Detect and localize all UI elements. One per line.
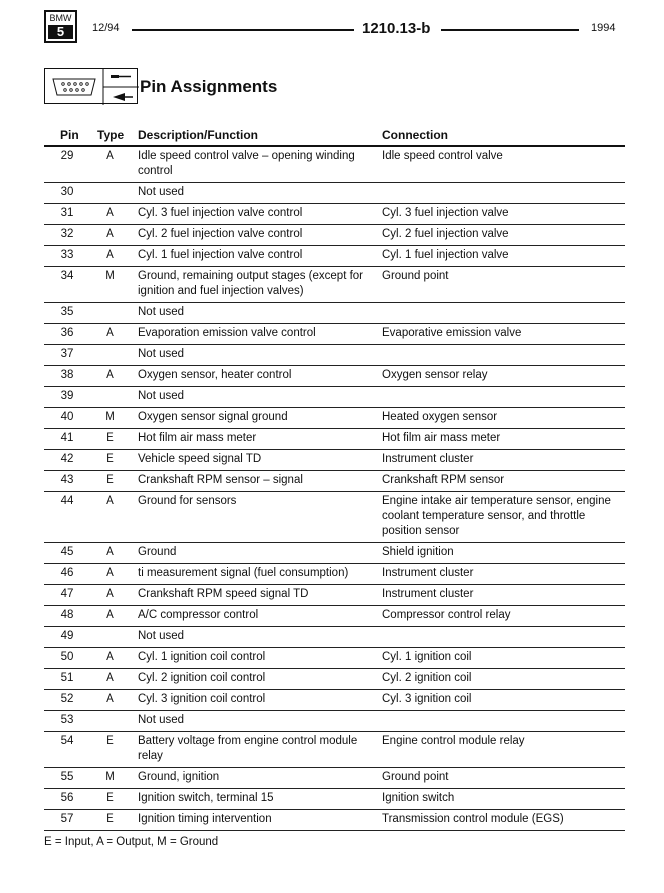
description-cell: Ignition switch, terminal 15 [138, 792, 274, 804]
connection-cell: Compressor control relay [382, 609, 511, 621]
table-row [44, 429, 625, 450]
connection-cell: Cyl. 3 ignition coil [382, 693, 472, 705]
pin-cell: 55 [60, 771, 74, 783]
column-header-description: Description/Function [138, 128, 258, 142]
description-cell: Cyl. 2 ignition coil control [138, 672, 266, 684]
page-header [44, 10, 624, 50]
connection-cell: Heated oxygen sensor [382, 411, 498, 423]
type-cell: A [106, 693, 114, 705]
pin-cell: 50 [60, 651, 74, 663]
pin-cell: 57 [60, 813, 74, 825]
type-cell: E [106, 432, 114, 444]
pin-cell: 35 [60, 306, 74, 318]
type-cell: A [106, 546, 114, 558]
description-cell: Oxygen sensor signal ground [138, 411, 288, 423]
pin-cell: 51 [60, 672, 74, 684]
type-cell: A [106, 567, 114, 579]
description-cell: A/C compressor control [138, 609, 259, 621]
header-rule-right [441, 29, 579, 31]
connection-cell: Shield ignition [382, 546, 454, 558]
pin-cell: 42 [60, 453, 74, 465]
table-row [44, 345, 625, 366]
description-cell: Crankshaft RPM sensor – signal [138, 474, 303, 486]
table-row [44, 768, 625, 789]
connection-cell: Crankshaft RPM sensor [382, 474, 505, 486]
table-row [44, 366, 625, 387]
pin-cell: 48 [60, 609, 74, 621]
type-cell: A [106, 495, 114, 507]
table-row [44, 471, 625, 492]
pin-cell: 29 [60, 150, 74, 162]
type-cell: M [105, 411, 115, 423]
description-cell: ti measurement signal (fuel consumption) [138, 567, 349, 579]
header-year: 1994 [591, 22, 616, 34]
section-title: Pin Assignments [140, 77, 278, 96]
description-cell: Evaporation emission valve control [138, 327, 316, 339]
description-cell: Cyl. 2 fuel injection valve control [138, 228, 303, 240]
connection-cell: Engine control module relay [382, 735, 525, 747]
table-row [44, 408, 625, 429]
connection-cell: Cyl. 1 fuel injection valve [382, 249, 509, 261]
type-cell: A [106, 369, 114, 381]
type-cell: E [106, 813, 114, 825]
table-row [44, 387, 625, 408]
description-cell: Cyl. 1 fuel injection valve control [138, 249, 303, 261]
pin-cell: 44 [60, 495, 74, 507]
type-cell: A [106, 588, 114, 600]
connection-cell: Ignition switch [382, 792, 455, 804]
type-cell: A [106, 609, 114, 621]
type-cell: A [106, 207, 114, 219]
pin-cell: 45 [60, 546, 74, 558]
description-cell: Ground for sensors [138, 495, 237, 507]
table-row [44, 711, 625, 732]
bmw-5-logo [44, 10, 77, 43]
connection-cell: Transmission control module (EGS) [382, 813, 564, 825]
column-header-type: Type [97, 128, 125, 142]
type-cell: A [106, 651, 114, 663]
table-row [44, 147, 625, 183]
description-cell: Hot film air mass meter [138, 432, 257, 444]
connection-cell: Cyl. 2 ignition coil [382, 672, 472, 684]
description-cell: Oxygen sensor, heater control [138, 369, 292, 381]
connection-cell: Idle speed control valve [382, 150, 503, 162]
connection-cell: Cyl. 1 ignition coil [382, 651, 472, 663]
table-header [44, 128, 625, 147]
connection-cell: Engine intake air temperature sensor, engine coolant temperature sensor, and throttle position sensor [382, 495, 611, 537]
table-row [44, 690, 625, 711]
type-cell: E [106, 453, 114, 465]
table-row [44, 585, 625, 606]
type-cell: A [106, 150, 114, 162]
pin-cell: 37 [60, 348, 74, 360]
connection-cell: Evaporative emission valve [382, 327, 522, 339]
column-header-connection: Connection [382, 128, 448, 142]
type-cell: M [105, 270, 115, 282]
connection-cell: Ground point [382, 771, 449, 783]
description-cell: Cyl. 1 ignition coil control [138, 651, 266, 663]
pin-cell: 31 [60, 207, 74, 219]
table-body [44, 147, 625, 831]
description-cell: Battery voltage from engine control module relay [138, 735, 358, 762]
connection-cell: Cyl. 2 fuel injection valve [382, 228, 509, 240]
pin-cell: 32 [60, 228, 74, 240]
pin-cell: 43 [60, 474, 74, 486]
pin-cell: 41 [60, 432, 74, 444]
table-row [44, 543, 625, 564]
description-cell: Ground [138, 546, 177, 558]
table-row [44, 225, 625, 246]
type-cell: M [105, 771, 115, 783]
type-cell: E [106, 735, 114, 747]
type-cell: E [106, 474, 114, 486]
type-cell: E [106, 792, 114, 804]
connection-cell: Oxygen sensor relay [382, 369, 488, 381]
table-row [44, 564, 625, 585]
pin-cell: 49 [60, 630, 74, 642]
description-cell: Cyl. 3 fuel injection valve control [138, 207, 303, 219]
connection-cell: Hot film air mass meter [382, 432, 501, 444]
table-row [44, 267, 625, 303]
pin-cell: 56 [60, 792, 74, 804]
description-cell: Vehicle speed signal TD [138, 453, 262, 465]
connection-cell: Instrument cluster [382, 588, 474, 600]
table-row [44, 183, 625, 204]
pin-cell: 54 [60, 735, 74, 747]
table-row [44, 732, 625, 768]
connection-cell: Ground point [382, 270, 449, 282]
table-row [44, 492, 625, 543]
header-rule-left [132, 29, 354, 31]
type-cell: A [106, 672, 114, 684]
description-cell: Ground, remaining output stages (except for ignition and fuel injection valves) [138, 270, 364, 297]
table-row [44, 450, 625, 471]
description-cell: Cyl. 3 ignition coil control [138, 693, 266, 705]
description-cell: Not used [138, 186, 185, 198]
table-row [44, 669, 625, 690]
header-date: 12/94 [92, 22, 120, 34]
table-row [44, 789, 625, 810]
table-row [44, 648, 625, 669]
document-code: 1210.13-b [362, 20, 431, 37]
connection-cell: Instrument cluster [382, 567, 474, 579]
table-row [44, 204, 625, 225]
type-legend: E = Input, A = Output, M = Ground [44, 836, 219, 848]
type-cell: A [106, 327, 114, 339]
type-cell: A [106, 228, 114, 240]
pin-cell: 52 [60, 693, 74, 705]
pin-cell: 33 [60, 249, 74, 261]
pin-cell: 40 [60, 411, 74, 423]
description-cell: Not used [138, 348, 185, 360]
description-cell: Ground, ignition [138, 771, 220, 783]
description-cell: Not used [138, 630, 185, 642]
connection-cell: Cyl. 3 fuel injection valve [382, 207, 509, 219]
table-row [44, 324, 625, 345]
description-cell: Idle speed control valve – opening winding control [138, 150, 355, 177]
description-cell: Crankshaft RPM speed signal TD [138, 588, 309, 600]
table-row [44, 810, 625, 831]
pin-cell: 46 [60, 567, 74, 579]
table-row [44, 627, 625, 648]
logo-number: 5 [48, 25, 73, 39]
logo-text: BMW [49, 13, 72, 23]
description-cell: Not used [138, 390, 185, 402]
pin-cell: 53 [60, 714, 74, 726]
table-row [44, 246, 625, 267]
connector-pinout-icon [44, 68, 138, 104]
pin-cell: 47 [60, 588, 74, 600]
connection-cell: Instrument cluster [382, 453, 474, 465]
description-cell: Not used [138, 306, 185, 318]
description-cell: Not used [138, 714, 185, 726]
table-row [44, 303, 625, 324]
pin-cell: 36 [60, 327, 74, 339]
pin-cell: 39 [60, 390, 74, 402]
column-header-pin: Pin [60, 128, 79, 142]
type-cell: A [106, 249, 114, 261]
pin-cell: 30 [60, 186, 74, 198]
description-cell: Ignition timing intervention [138, 813, 272, 825]
pin-cell: 34 [60, 270, 74, 282]
table-row [44, 606, 625, 627]
pin-assignment-table [44, 128, 625, 831]
pin-cell: 38 [60, 369, 74, 381]
